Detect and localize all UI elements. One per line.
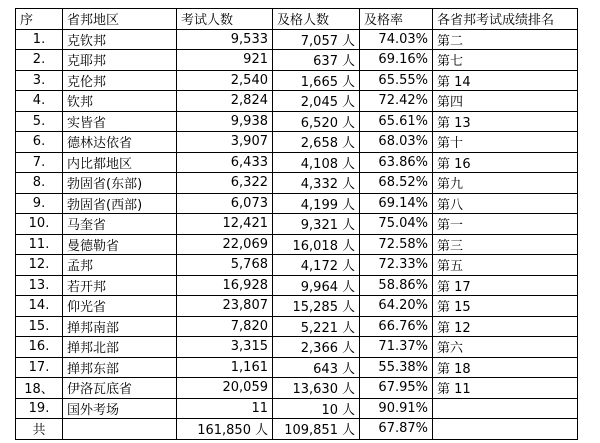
row-pass-unit: 人: [341, 54, 355, 70]
header-pass-count: 及格人数: [273, 9, 360, 30]
row-region: 克钦邦: [63, 29, 177, 50]
row-pass-unit: 人: [341, 238, 355, 254]
row-pass-count: 16,018: [292, 238, 338, 254]
row-rank: 第九: [433, 173, 578, 194]
row-pass-count: 4,199: [300, 197, 338, 213]
row-rank: 第七: [433, 50, 578, 71]
row-pass-unit: 人: [341, 115, 355, 131]
row-region: 掸邦北部: [63, 337, 177, 358]
row-region: 克伦邦: [63, 70, 177, 91]
row-pass-cell: [273, 357, 360, 378]
table-body: [16, 29, 578, 419]
row-pass-unit: 人: [341, 156, 355, 172]
header-pass-rate: 及格率: [360, 9, 433, 30]
row-pass-unit: 人: [341, 197, 355, 213]
total-pass-value: 109,851: [284, 423, 338, 439]
table-row: [16, 337, 578, 358]
row-pass-unit: 人: [341, 136, 355, 152]
row-pass-cell: [273, 378, 360, 399]
table-row: [16, 70, 578, 91]
row-pass-count: 5,221: [300, 320, 338, 336]
table-row: [16, 173, 578, 194]
row-pass-unit: 人: [341, 74, 355, 90]
total-label: 共: [16, 419, 63, 440]
row-region: 克耶邦: [63, 50, 177, 71]
row-pass-count: 4,172: [300, 259, 338, 275]
row-seq: 1.: [16, 29, 63, 50]
total-rank-empty: [433, 419, 578, 440]
row-region: 国外考场: [63, 398, 177, 419]
row-region: 掸邦南部: [63, 316, 177, 337]
row-pass-cell: [273, 91, 360, 112]
row-pass-unit: 人: [341, 402, 355, 418]
row-rank: 第 18: [433, 357, 578, 378]
row-pass-cell: [273, 111, 360, 132]
row-exam-count: 5,768: [177, 255, 273, 276]
total-exam-cell: [177, 419, 273, 440]
total-row: [16, 419, 578, 440]
row-seq: 16.: [16, 337, 63, 358]
row-exam-count: 9,533: [177, 29, 273, 50]
row-pass-rate: 68.52%: [360, 173, 433, 194]
row-exam-count: 16,928: [177, 275, 273, 296]
row-rank: 第三: [433, 234, 578, 255]
row-rank: 第 17: [433, 275, 578, 296]
row-rank: 第 14: [433, 70, 578, 91]
table-row: [16, 214, 578, 235]
row-pass-rate: 66.76%: [360, 316, 433, 337]
row-pass-count: 15,285: [292, 300, 338, 316]
table-row: [16, 378, 578, 399]
table-row: [16, 152, 578, 173]
row-region: 马奎省: [63, 214, 177, 235]
table-row: [16, 296, 578, 317]
row-pass-count: 4,332: [300, 177, 338, 193]
row-pass-count: 9,321: [300, 218, 338, 234]
row-pass-unit: 人: [341, 382, 355, 398]
row-pass-unit: 人: [341, 218, 355, 234]
row-pass-unit: 人: [341, 320, 355, 336]
row-pass-cell: [273, 296, 360, 317]
row-exam-count: 3,907: [177, 132, 273, 153]
total-pass-cell: [273, 419, 360, 440]
row-rank: 第一: [433, 214, 578, 235]
row-pass-rate: 69.14%: [360, 193, 433, 214]
row-pass-count: 2,366: [300, 341, 338, 357]
row-exam-count: 3,315: [177, 337, 273, 358]
row-rank: 第 16: [433, 152, 578, 173]
row-seq: 15.: [16, 316, 63, 337]
row-pass-cell: [273, 398, 360, 419]
row-rank: 第六: [433, 337, 578, 358]
table-row: [16, 111, 578, 132]
row-pass-rate: 65.61%: [360, 111, 433, 132]
row-exam-count: 6,073: [177, 193, 273, 214]
row-region: 实皆省: [63, 111, 177, 132]
row-pass-cell: [273, 214, 360, 235]
row-seq: 17.: [16, 357, 63, 378]
row-seq: 10.: [16, 214, 63, 235]
row-pass-rate: 68.03%: [360, 132, 433, 153]
row-pass-rate: 75.04%: [360, 214, 433, 235]
row-pass-unit: 人: [341, 177, 355, 193]
header-region: 省邦地区: [63, 9, 177, 30]
table-row: [16, 29, 578, 50]
row-pass-count: 6,520: [300, 115, 338, 131]
row-exam-count: 7,820: [177, 316, 273, 337]
row-pass-count: 7,057: [300, 33, 338, 49]
row-pass-count: 9,964: [300, 279, 338, 295]
table-row: [16, 357, 578, 378]
row-pass-unit: 人: [341, 259, 355, 275]
row-rank: 第 12: [433, 316, 578, 337]
row-exam-count: 6,322: [177, 173, 273, 194]
row-pass-cell: [273, 50, 360, 71]
row-exam-count: 2,540: [177, 70, 273, 91]
row-exam-count: 9,938: [177, 111, 273, 132]
row-seq: 14.: [16, 296, 63, 317]
row-pass-cell: [273, 70, 360, 91]
row-pass-unit: 人: [341, 361, 355, 377]
row-exam-count: 6,433: [177, 152, 273, 173]
row-region: 内比都地区: [63, 152, 177, 173]
total-exam-value: 161,850: [197, 423, 251, 439]
row-rank: 第八: [433, 193, 578, 214]
row-seq: 11.: [16, 234, 63, 255]
row-pass-rate: 67.95%: [360, 378, 433, 399]
row-pass-rate: 71.37%: [360, 337, 433, 358]
exam-results-table: [15, 8, 578, 440]
row-seq: 5.: [16, 111, 63, 132]
table-row: [16, 255, 578, 276]
row-region: 钦邦: [63, 91, 177, 112]
row-pass-rate: 63.86%: [360, 152, 433, 173]
row-pass-rate: 72.58%: [360, 234, 433, 255]
row-seq: 13.: [16, 275, 63, 296]
header-row: [16, 9, 578, 30]
table-row: [16, 193, 578, 214]
row-pass-cell: [273, 316, 360, 337]
table-row: [16, 398, 578, 419]
row-pass-count: 643: [313, 361, 338, 377]
row-exam-count: 921: [177, 50, 273, 71]
header-exam-count: 考试人数: [177, 9, 273, 30]
row-pass-unit: 人: [341, 33, 355, 49]
row-seq: 12.: [16, 255, 63, 276]
row-pass-unit: 人: [341, 95, 355, 111]
row-pass-rate: 72.42%: [360, 91, 433, 112]
row-rank: 第 15: [433, 296, 578, 317]
row-pass-count: 13,630: [292, 382, 338, 398]
row-pass-unit: 人: [341, 300, 355, 316]
row-pass-count: 637: [313, 54, 338, 70]
row-exam-count: 23,807: [177, 296, 273, 317]
row-region: 若开邦: [63, 275, 177, 296]
row-pass-cell: [273, 29, 360, 50]
row-region: 勃固省(西部): [63, 193, 177, 214]
row-exam-count: 2,824: [177, 91, 273, 112]
row-pass-rate: 55.38%: [360, 357, 433, 378]
row-seq: 8.: [16, 173, 63, 194]
row-pass-rate: 64.20%: [360, 296, 433, 317]
total-region-empty: [63, 419, 177, 440]
row-pass-cell: [273, 337, 360, 358]
table-row: [16, 275, 578, 296]
row-region: 掸邦东部: [63, 357, 177, 378]
row-pass-cell: [273, 255, 360, 276]
total-pass-unit: 人: [341, 423, 355, 439]
row-seq: 6.: [16, 132, 63, 153]
row-pass-unit: 人: [341, 279, 355, 295]
table-row: [16, 91, 578, 112]
row-region: 仰光省: [63, 296, 177, 317]
row-seq: 7.: [16, 152, 63, 173]
table-row: [16, 234, 578, 255]
row-pass-unit: 人: [341, 341, 355, 357]
row-region: 孟邦: [63, 255, 177, 276]
row-seq: 19.: [16, 398, 63, 419]
row-pass-count: 2,658: [300, 136, 338, 152]
row-pass-rate: 69.16%: [360, 50, 433, 71]
table-row: [16, 132, 578, 153]
row-region: 德林达依省: [63, 132, 177, 153]
header-rank: 各省邦考试成绩排名: [433, 9, 578, 30]
row-pass-cell: [273, 193, 360, 214]
row-rank: 第二: [433, 29, 578, 50]
row-exam-count: 1,161: [177, 357, 273, 378]
table-row: [16, 316, 578, 337]
row-pass-cell: [273, 234, 360, 255]
row-exam-count: 20,059: [177, 378, 273, 399]
row-rank: [433, 398, 578, 419]
total-rate: 67.87%: [360, 419, 433, 440]
row-seq: 2.: [16, 50, 63, 71]
row-rank: 第 11: [433, 378, 578, 399]
total-exam-unit: 人: [254, 423, 268, 439]
row-seq: 3.: [16, 70, 63, 91]
row-region: 伊洛瓦底省: [63, 378, 177, 399]
row-region: 勃固省(东部): [63, 173, 177, 194]
row-pass-cell: [273, 275, 360, 296]
row-pass-cell: [273, 132, 360, 153]
table-row: [16, 50, 578, 71]
row-rank: 第四: [433, 91, 578, 112]
row-exam-count: 22,069: [177, 234, 273, 255]
row-pass-rate: 72.33%: [360, 255, 433, 276]
row-rank: 第五: [433, 255, 578, 276]
row-seq: 18、: [16, 378, 63, 399]
row-seq: 4.: [16, 91, 63, 112]
row-exam-count: 12,421: [177, 214, 273, 235]
row-rank: 第十: [433, 132, 578, 153]
row-seq: 9.: [16, 193, 63, 214]
row-pass-cell: [273, 173, 360, 194]
row-rank: 第 13: [433, 111, 578, 132]
row-region: 曼德勒省: [63, 234, 177, 255]
row-pass-rate: 65.55%: [360, 70, 433, 91]
row-pass-rate: 74.03%: [360, 29, 433, 50]
row-pass-count: 1,665: [300, 74, 338, 90]
header-seq: 序: [16, 9, 63, 30]
row-pass-count: 10: [321, 402, 338, 418]
row-pass-count: 4,108: [300, 156, 338, 172]
row-pass-rate: 58.86%: [360, 275, 433, 296]
row-exam-count: 11: [177, 398, 273, 419]
row-pass-rate: 90.91%: [360, 398, 433, 419]
row-pass-cell: [273, 152, 360, 173]
row-pass-count: 2,045: [300, 95, 338, 111]
